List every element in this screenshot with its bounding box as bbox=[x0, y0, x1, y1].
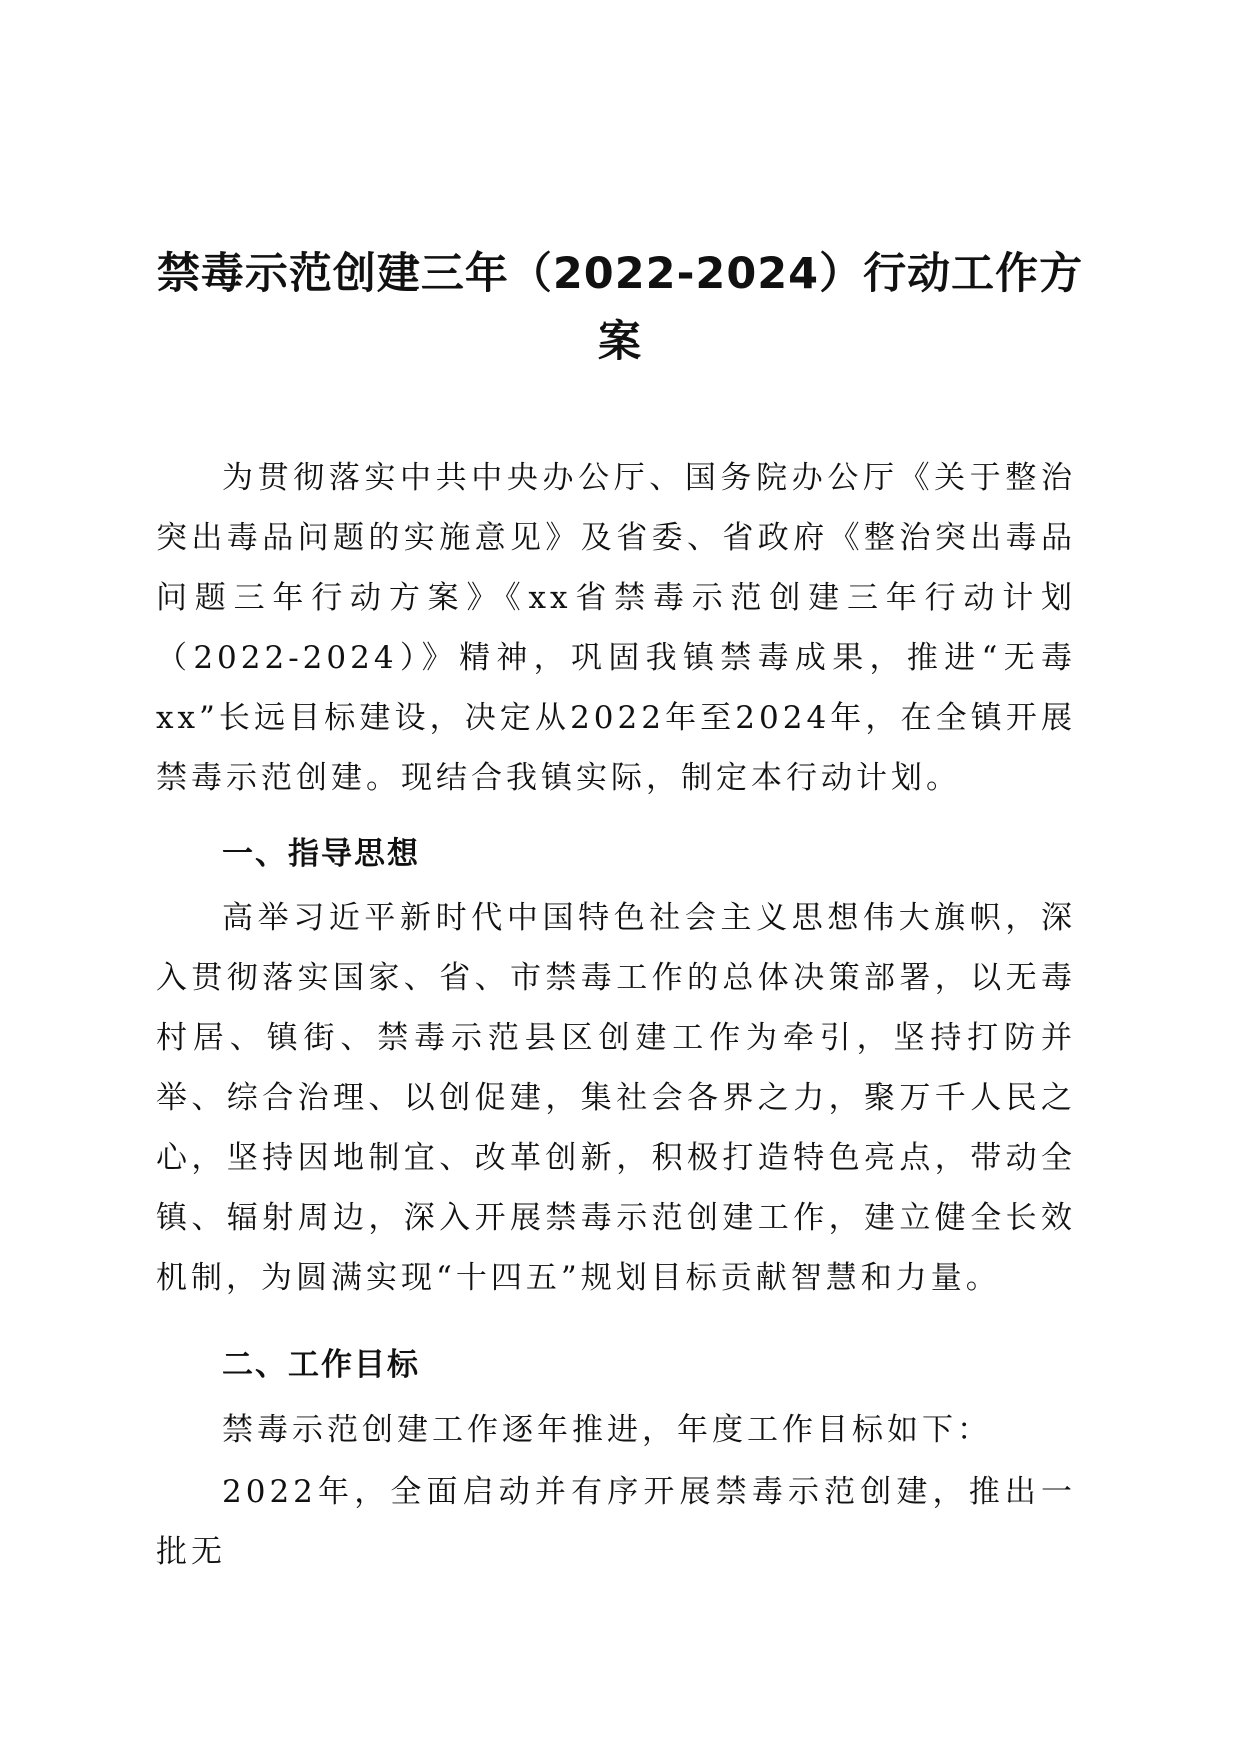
intro-block bbox=[156, 448, 1076, 808]
work-goals-intro-paragraph: 禁毒示范创建工作逐年推进，年度工作目标如下： bbox=[222, 1412, 992, 1448]
guiding-ideology-paragraph: 高举习近平新时代中国特色社会主义思想伟大旗帜，深入贯彻落实国家、省、市禁毒工作的总体决策部署，以无毒村居、镇街、禁毒示范县区创建工作为牵引，坚持打防并举、综合治理、以创促建，集社会各界之力，聚万千人民之心，坚持因地制宜、改革创新，积极打造特色亮点，带动全镇、辐射周边，深入开展禁毒示范创建工作，建立健全长效机制，为圆满实现“十四五”规划目标贡献智慧和力量。 bbox=[156, 900, 1076, 1296]
section-heading-work-goals-block bbox=[156, 1335, 1076, 1395]
section-heading-work-goals: 二、工作目标 bbox=[222, 1347, 420, 1383]
work-goals-intro-block bbox=[156, 1400, 1076, 1460]
goal-2022-paragraph: 2022年，全面启动并有序开展禁毒示范创建，推出一批无 bbox=[156, 1474, 1076, 1570]
section-heading-guiding-ideology: 一、指导思想 bbox=[222, 836, 420, 872]
goal-2022-block bbox=[156, 1462, 1076, 1582]
intro-paragraph: 为贯彻落实中共中央办公厅、国务院办公厅《关于整治突出毒品问题的实施意见》及省委、省政府《整治突出毒品问题三年行动方案》《xx省禁毒示范创建三年行动计划（2022-2024）》精神，巩固我镇禁毒成果，推进“无毒xx”长远目标建设，决定从2022年至2024年，在全镇开展禁毒示范创建。现结合我镇实际，制定本行动计划。 bbox=[156, 460, 1076, 796]
document-title: 禁毒示范创建三年（2022-2024）行动工作方案 bbox=[156, 249, 1084, 367]
guiding-ideology-block bbox=[156, 888, 1076, 1308]
section-heading-guiding-ideology-block bbox=[156, 824, 1076, 884]
